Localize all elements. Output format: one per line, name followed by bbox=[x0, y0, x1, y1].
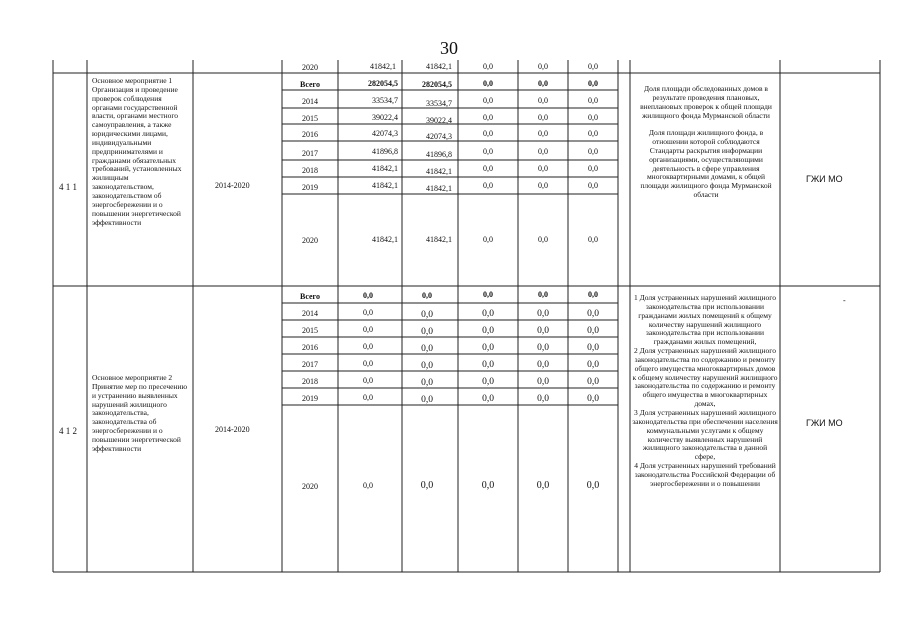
value-cell: 41896,8 bbox=[372, 147, 398, 156]
period: 2014-2020 bbox=[215, 181, 250, 190]
year-label: Всего bbox=[300, 80, 320, 89]
year-label: 2017 bbox=[302, 360, 318, 369]
value-cell: 0,0 bbox=[483, 164, 493, 173]
year-label: 2019 bbox=[302, 183, 318, 192]
value-cell: 41896,8 bbox=[426, 150, 452, 159]
value-cell: 41842,1 bbox=[372, 181, 398, 190]
year-label: 2020 bbox=[302, 236, 318, 245]
value-cell: 0,0 bbox=[588, 129, 598, 138]
value-cell: 0,0 bbox=[537, 326, 549, 336]
executor: ГЖИ МО bbox=[806, 418, 843, 428]
value-cell: 0,0 bbox=[363, 393, 373, 402]
value-cell: 0,0 bbox=[483, 96, 493, 105]
value-cell: 0,0 bbox=[421, 361, 433, 371]
year-label: 2014 bbox=[302, 97, 318, 106]
value-cell: 39022,4 bbox=[426, 116, 452, 125]
value-cell: 33534,7 bbox=[372, 96, 398, 105]
value-cell: 41842,1 bbox=[372, 235, 398, 244]
value-cell: 0,0 bbox=[363, 325, 373, 334]
value-cell: 0,0 bbox=[588, 113, 598, 122]
value-cell: 0,0 bbox=[483, 235, 493, 244]
value-cell: 0,0 bbox=[588, 96, 598, 105]
value-cell: 0,0 bbox=[482, 377, 494, 387]
value-cell: 0,0 bbox=[537, 309, 549, 319]
year-label: 2020 bbox=[302, 482, 318, 491]
value-cell: 0,0 bbox=[538, 164, 548, 173]
value-cell: 0,0 bbox=[363, 376, 373, 385]
value-cell: 39022,4 bbox=[372, 113, 398, 122]
value-cell: 0,0 bbox=[482, 394, 494, 404]
value-cell: 0,0 bbox=[421, 344, 433, 354]
value-cell: 0,0 bbox=[483, 113, 493, 122]
value-cell: 0,0 bbox=[588, 164, 598, 173]
top-row-value: 0,0 bbox=[588, 62, 598, 71]
value-cell: 0,0 bbox=[363, 481, 373, 490]
value-cell: 0,0 bbox=[421, 327, 433, 337]
value-cell: 0,0 bbox=[483, 290, 493, 299]
value-cell: 42074,3 bbox=[426, 132, 452, 141]
value-cell: 0,0 bbox=[538, 129, 548, 138]
value-cell: 0,0 bbox=[536, 480, 550, 491]
year-label: 2014 bbox=[302, 309, 318, 318]
year-label: 2019 bbox=[302, 394, 318, 403]
top-row-value: 0,0 bbox=[483, 62, 493, 71]
value-cell: 0,0 bbox=[588, 181, 598, 190]
year-label: 2015 bbox=[302, 114, 318, 123]
activity-description: Основное мероприятие 1 Организация и проведение проверок соблюдения органами государственной власти, органами местного самоуправления, а также юридическими лицами, индивидуальными предпринимателями и гражданами обязательных требований, установленных жилищным законодательством, законодательством об энергосбережении и о повышении энергетической эффективности bbox=[92, 76, 182, 227]
value-cell: 0,0 bbox=[588, 235, 598, 244]
value-cell: 41842,1 bbox=[426, 235, 452, 244]
value-cell: 0,0 bbox=[421, 378, 433, 388]
value-cell: 0,0 bbox=[483, 79, 493, 88]
year-label: 2016 bbox=[302, 343, 318, 352]
value-cell: 41842,1 bbox=[426, 184, 452, 193]
period: 2014-2020 bbox=[215, 425, 250, 434]
value-cell: 33534,7 bbox=[426, 99, 452, 108]
year-label: 2017 bbox=[302, 149, 318, 158]
row-code: 4 1 2 bbox=[59, 426, 77, 436]
value-cell: 0,0 bbox=[482, 360, 494, 370]
value-cell: 0,0 bbox=[588, 147, 598, 156]
value-cell: 0,0 bbox=[587, 309, 599, 319]
value-cell: 282054,5 bbox=[422, 80, 452, 89]
value-cell: 0,0 bbox=[483, 129, 493, 138]
value-cell: 0,0 bbox=[588, 79, 598, 88]
executor: ГЖИ МО bbox=[806, 174, 843, 184]
value-cell: 0,0 bbox=[421, 310, 433, 320]
value-cell: 0,0 bbox=[363, 308, 373, 317]
value-cell: 0,0 bbox=[587, 377, 599, 387]
value-cell: 0,0 bbox=[421, 395, 433, 405]
year-label: 2016 bbox=[302, 130, 318, 139]
value-cell: 0,0 bbox=[588, 290, 598, 299]
value-cell: 0,0 bbox=[363, 342, 373, 351]
page-number: 30 bbox=[440, 38, 458, 58]
top-row-value: 41842,1 bbox=[426, 62, 452, 71]
value-cell: 0,0 bbox=[482, 343, 494, 353]
value-cell: 0,0 bbox=[587, 326, 599, 336]
value-cell: 0,0 bbox=[538, 235, 548, 244]
year-label: Всего bbox=[300, 292, 320, 301]
row-code: 4 1 1 bbox=[59, 182, 77, 192]
value-cell: 0,0 bbox=[538, 96, 548, 105]
dash-mark: - bbox=[843, 296, 846, 305]
value-cell: 0,0 bbox=[483, 147, 493, 156]
value-cell: 0,0 bbox=[537, 360, 549, 370]
top-row-value: 0,0 bbox=[538, 62, 548, 71]
value-cell: 0,0 bbox=[481, 480, 495, 491]
value-cell: 0,0 bbox=[482, 309, 494, 319]
indicators-text: 1 Доля устраненных нарушений жилищного законодательства при использовании гражданами жилых помещений к общему количеству нарушений жилищного законодательства при использовании гражданами жилых помещений, 2 Доля устраненных нарушений жилищного законодательства по содержанию и ремонту общего имущества многоквартирных домов к общему количеству нарушений жилищного законодательства по содержанию и ремонту общего имущества в многоквартирных домах, 3 Доля устраненных нарушений жилищного законодательства при обеспечении населения коммунальными услугами к общему количеству выявленных нарушений жилищного законодательства в данной сфере, 4 Доля устраненных нарушений требований законодательства Российской Федерации об энергосбережении и о повышении bbox=[632, 293, 778, 488]
year-label: 2015 bbox=[302, 326, 318, 335]
value-cell: 0,0 bbox=[538, 147, 548, 156]
value-cell: 0,0 bbox=[363, 359, 373, 368]
value-cell: 0,0 bbox=[587, 343, 599, 353]
value-cell: 0,0 bbox=[538, 290, 548, 299]
indicators-text: Доля площади обследованных домов в результате проведения плановых, внеплановых проверок к общей площади жилищного фонда Мурманской области Доля площади жилищного фонда, в отношении которой соблюдаются Стандарты раскрытия информации организациями, осуществляющими деятельность в сфере управления многоквартирными домами, к общей площади жилищного фонда Мурманской области bbox=[640, 84, 772, 200]
value-cell: 0,0 bbox=[538, 79, 548, 88]
value-cell: 0,0 bbox=[482, 326, 494, 336]
value-cell: 0,0 bbox=[422, 291, 432, 300]
value-cell: 0,0 bbox=[363, 291, 373, 300]
year-label: 2018 bbox=[302, 377, 318, 386]
value-cell: 0,0 bbox=[420, 480, 434, 491]
value-cell: 0,0 bbox=[538, 181, 548, 190]
value-cell: 282054,5 bbox=[368, 79, 398, 88]
value-cell: 0,0 bbox=[587, 394, 599, 404]
value-cell: 0,0 bbox=[537, 377, 549, 387]
value-cell: 0,0 bbox=[538, 113, 548, 122]
value-cell: 0,0 bbox=[537, 394, 549, 404]
value-cell: 0,0 bbox=[537, 343, 549, 353]
value-cell: 41842,1 bbox=[372, 164, 398, 173]
value-cell: 41842,1 bbox=[426, 167, 452, 176]
top-row-value: 41842,1 bbox=[370, 62, 396, 71]
value-cell: 0,0 bbox=[587, 360, 599, 370]
value-cell: 0,0 bbox=[483, 181, 493, 190]
activity-description: Основное мероприятие 2 Принятие мер по пресечению и устранению выявленных нарушений жилищного законодательства, законодательства об энергосбережении и о повышении энергетической эффективности bbox=[92, 373, 188, 453]
value-cell: 42074,3 bbox=[372, 129, 398, 138]
value-cell: 0,0 bbox=[586, 480, 600, 491]
year-label: 2018 bbox=[302, 166, 318, 175]
top-row-year: 2020 bbox=[302, 63, 318, 72]
